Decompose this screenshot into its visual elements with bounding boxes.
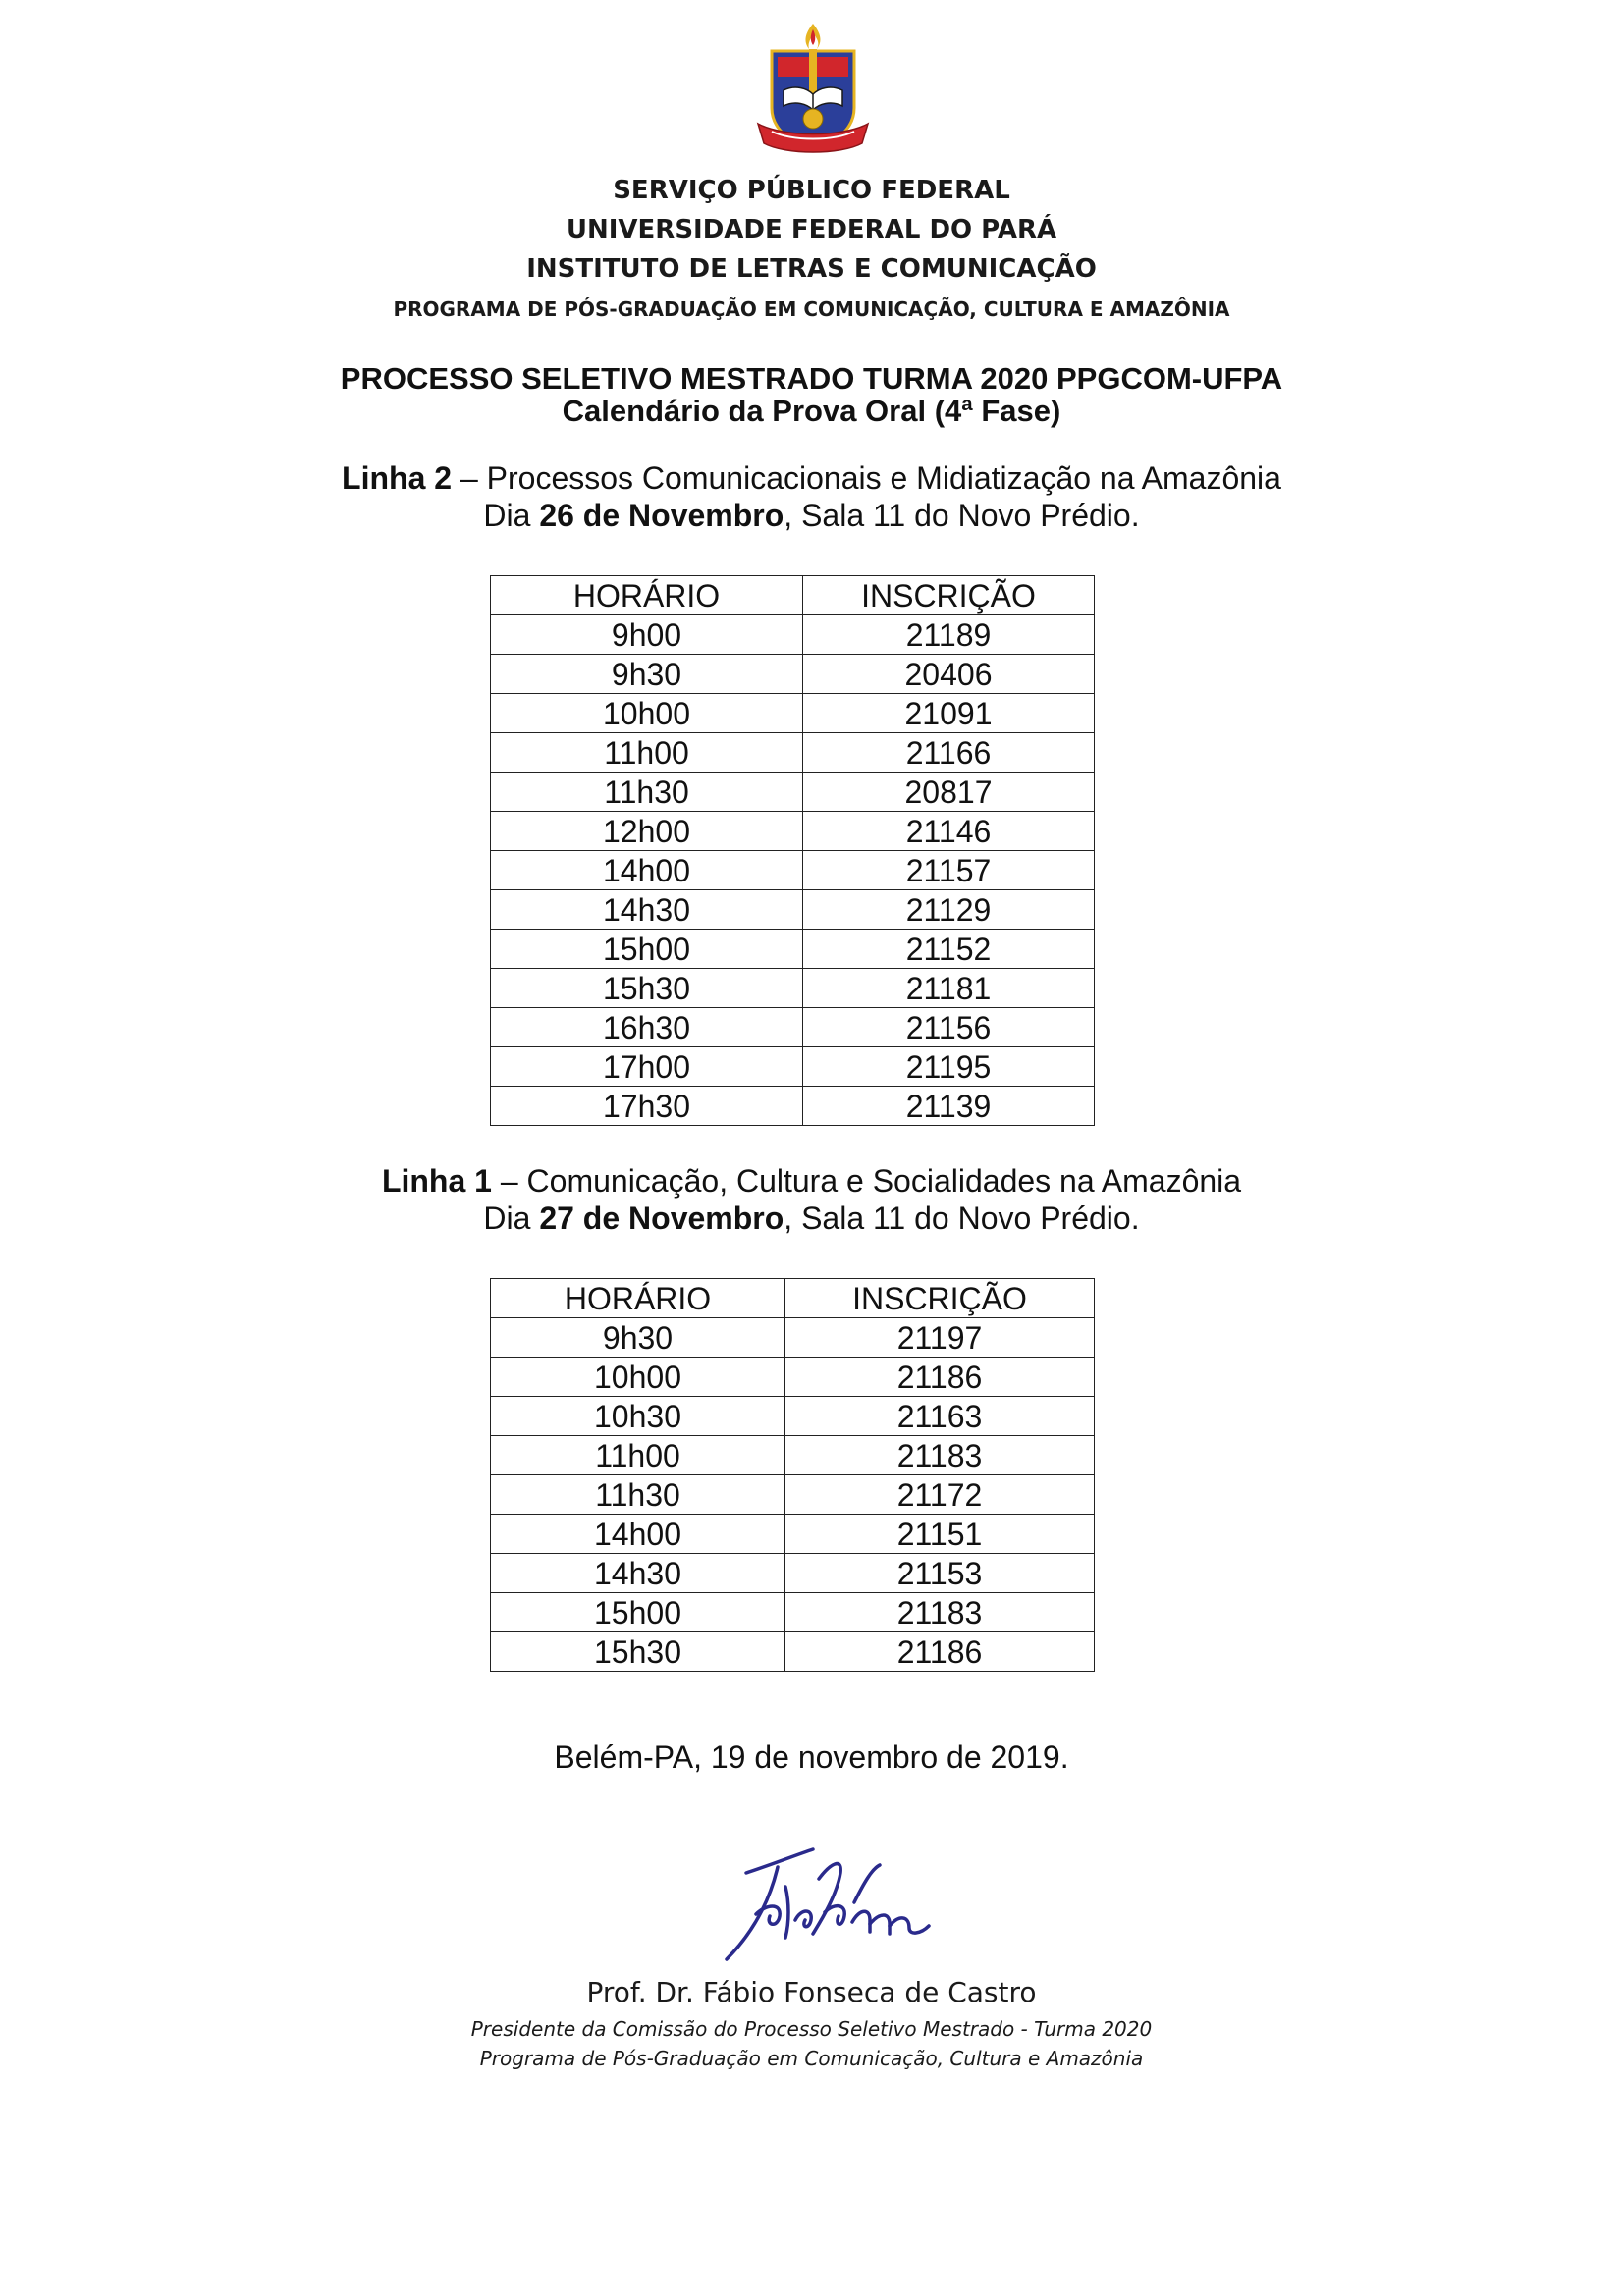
section-line-title — [0, 459, 1623, 497]
day-location: , Sala 11 do Novo Prédio. — [784, 1201, 1140, 1236]
cell-horario: 10h00 — [491, 1358, 785, 1397]
cell-horario: 11h00 — [491, 1436, 785, 1475]
table-row — [491, 1008, 1095, 1047]
cell-inscricao: 21195 — [803, 1047, 1095, 1087]
table-row — [491, 1047, 1095, 1087]
cell-horario: 17h00 — [491, 1047, 803, 1087]
cell-inscricao: 21166 — [803, 733, 1095, 773]
cell-horario: 14h30 — [491, 890, 803, 930]
line-name: – Processos Comunicacionais e Midiatização na Amazônia — [452, 460, 1281, 496]
table-row — [491, 930, 1095, 969]
table-row — [491, 1593, 1095, 1632]
cell-horario: 11h30 — [491, 1475, 785, 1515]
cell-inscricao: 21146 — [803, 812, 1095, 851]
cell-horario: 11h30 — [491, 773, 803, 812]
section-day — [0, 1200, 1623, 1237]
table-header-row — [491, 1279, 1095, 1318]
cell-horario: 14h00 — [491, 1515, 785, 1554]
cell-inscricao: 21181 — [803, 969, 1095, 1008]
section-heading-linha-2 — [0, 459, 1623, 534]
table-row — [491, 1358, 1095, 1397]
day-date: 26 de Novembro — [539, 498, 784, 533]
table-row — [491, 890, 1095, 930]
section-heading-linha-1 — [0, 1162, 1623, 1237]
cell-horario: 11h00 — [491, 733, 803, 773]
line-name: – Comunicação, Cultura e Socialidades na Amazônia — [491, 1163, 1242, 1199]
cell-inscricao: 21186 — [785, 1632, 1095, 1672]
cell-horario: 15h00 — [491, 1593, 785, 1632]
header-horario: HORÁRIO — [491, 1279, 785, 1318]
line-label: Linha 2 — [342, 460, 453, 496]
table-row — [491, 1475, 1095, 1515]
signer-role: Presidente da Comissão do Processo Seletivo Mestrado - Turma 2020 — [470, 2017, 1153, 2041]
table-row — [491, 1397, 1095, 1436]
table-row — [491, 694, 1095, 733]
document-title: PROCESSO SELETIVO MESTRADO TURMA 2020 PPGCOM-UFPA — [340, 361, 1283, 396]
section-day — [0, 497, 1623, 534]
cell-horario: 15h30 — [491, 969, 803, 1008]
cell-inscricao: 21186 — [785, 1358, 1095, 1397]
section-line-title — [0, 1162, 1623, 1200]
cell-inscricao: 21152 — [803, 930, 1095, 969]
header-inscricao: INSCRIÇÃO — [785, 1279, 1095, 1318]
cell-horario: 9h30 — [491, 655, 803, 694]
ufpa-crest-icon — [754, 22, 872, 164]
cell-horario: 9h30 — [491, 1318, 785, 1358]
university-name: UNIVERSIDADE FEDERAL DO PARÁ — [566, 215, 1057, 244]
cell-inscricao: 21129 — [803, 890, 1095, 930]
table-row — [491, 655, 1095, 694]
cell-inscricao: 21156 — [803, 1008, 1095, 1047]
cell-inscricao: 21197 — [785, 1318, 1095, 1358]
cell-horario: 15h30 — [491, 1632, 785, 1672]
cell-inscricao: 21091 — [803, 694, 1095, 733]
cell-horario: 10h00 — [491, 694, 803, 733]
cell-inscricao: 20406 — [803, 655, 1095, 694]
program-name: PROGRAMA DE PÓS-GRADUAÇÃO EM COMUNICAÇÃO, CULTURA E AMAZÔNIA — [393, 297, 1230, 321]
cell-inscricao: 21189 — [803, 615, 1095, 655]
cell-inscricao: 20817 — [803, 773, 1095, 812]
cell-horario: 15h00 — [491, 930, 803, 969]
table-row — [491, 615, 1095, 655]
cell-inscricao: 21139 — [803, 1087, 1095, 1126]
place-and-date: Belém-PA, 19 de novembro de 2019. — [554, 1739, 1069, 1775]
day-date: 27 de Novembro — [539, 1201, 784, 1236]
schedule-table-linha-2 — [490, 575, 1095, 1126]
cell-inscricao: 21183 — [785, 1436, 1095, 1475]
table-row — [491, 1632, 1095, 1672]
day-prefix: Dia — [483, 498, 540, 533]
schedule-table-linha-1 — [490, 1278, 1095, 1672]
cell-horario: 16h30 — [491, 1008, 803, 1047]
line-label: Linha 1 — [381, 1163, 492, 1199]
table-row — [491, 1087, 1095, 1126]
signer-name: Prof. Dr. Fábio Fonseca de Castro — [586, 1976, 1037, 2008]
agency-name: SERVIÇO PÚBLICO FEDERAL — [613, 176, 1010, 205]
cell-inscricao: 21183 — [785, 1593, 1095, 1632]
header-horario: HORÁRIO — [491, 576, 803, 615]
table-row — [491, 1515, 1095, 1554]
cell-inscricao: 21157 — [803, 851, 1095, 890]
cell-horario: 14h00 — [491, 851, 803, 890]
cell-inscricao: 21172 — [785, 1475, 1095, 1515]
institute-name: INSTITUTO DE LETRAS E COMUNICAÇÃO — [526, 254, 1097, 284]
table-row — [491, 1318, 1095, 1358]
table-row — [491, 1554, 1095, 1593]
table-row — [491, 812, 1095, 851]
cell-horario: 9h00 — [491, 615, 803, 655]
table-row — [491, 969, 1095, 1008]
cell-inscricao: 21151 — [785, 1515, 1095, 1554]
document-subtitle: Calendário da Prova Oral (4ª Fase) — [562, 394, 1061, 428]
cell-horario: 10h30 — [491, 1397, 785, 1436]
header-inscricao: INSCRIÇÃO — [803, 576, 1095, 615]
day-prefix: Dia — [483, 1201, 540, 1236]
table-header-row — [491, 576, 1095, 615]
signer-program: Programa de Pós-Graduação em Comunicação, Cultura e Amazônia — [479, 2047, 1144, 2070]
cell-horario: 12h00 — [491, 812, 803, 851]
table-row — [491, 773, 1095, 812]
cell-horario: 17h30 — [491, 1087, 803, 1126]
table-row — [491, 851, 1095, 890]
cell-inscricao: 21153 — [785, 1554, 1095, 1593]
cell-horario: 14h30 — [491, 1554, 785, 1593]
table-row — [491, 1436, 1095, 1475]
signature-icon — [687, 1843, 962, 1971]
cell-inscricao: 21163 — [785, 1397, 1095, 1436]
table-row — [491, 733, 1095, 773]
day-location: , Sala 11 do Novo Prédio. — [784, 498, 1140, 533]
